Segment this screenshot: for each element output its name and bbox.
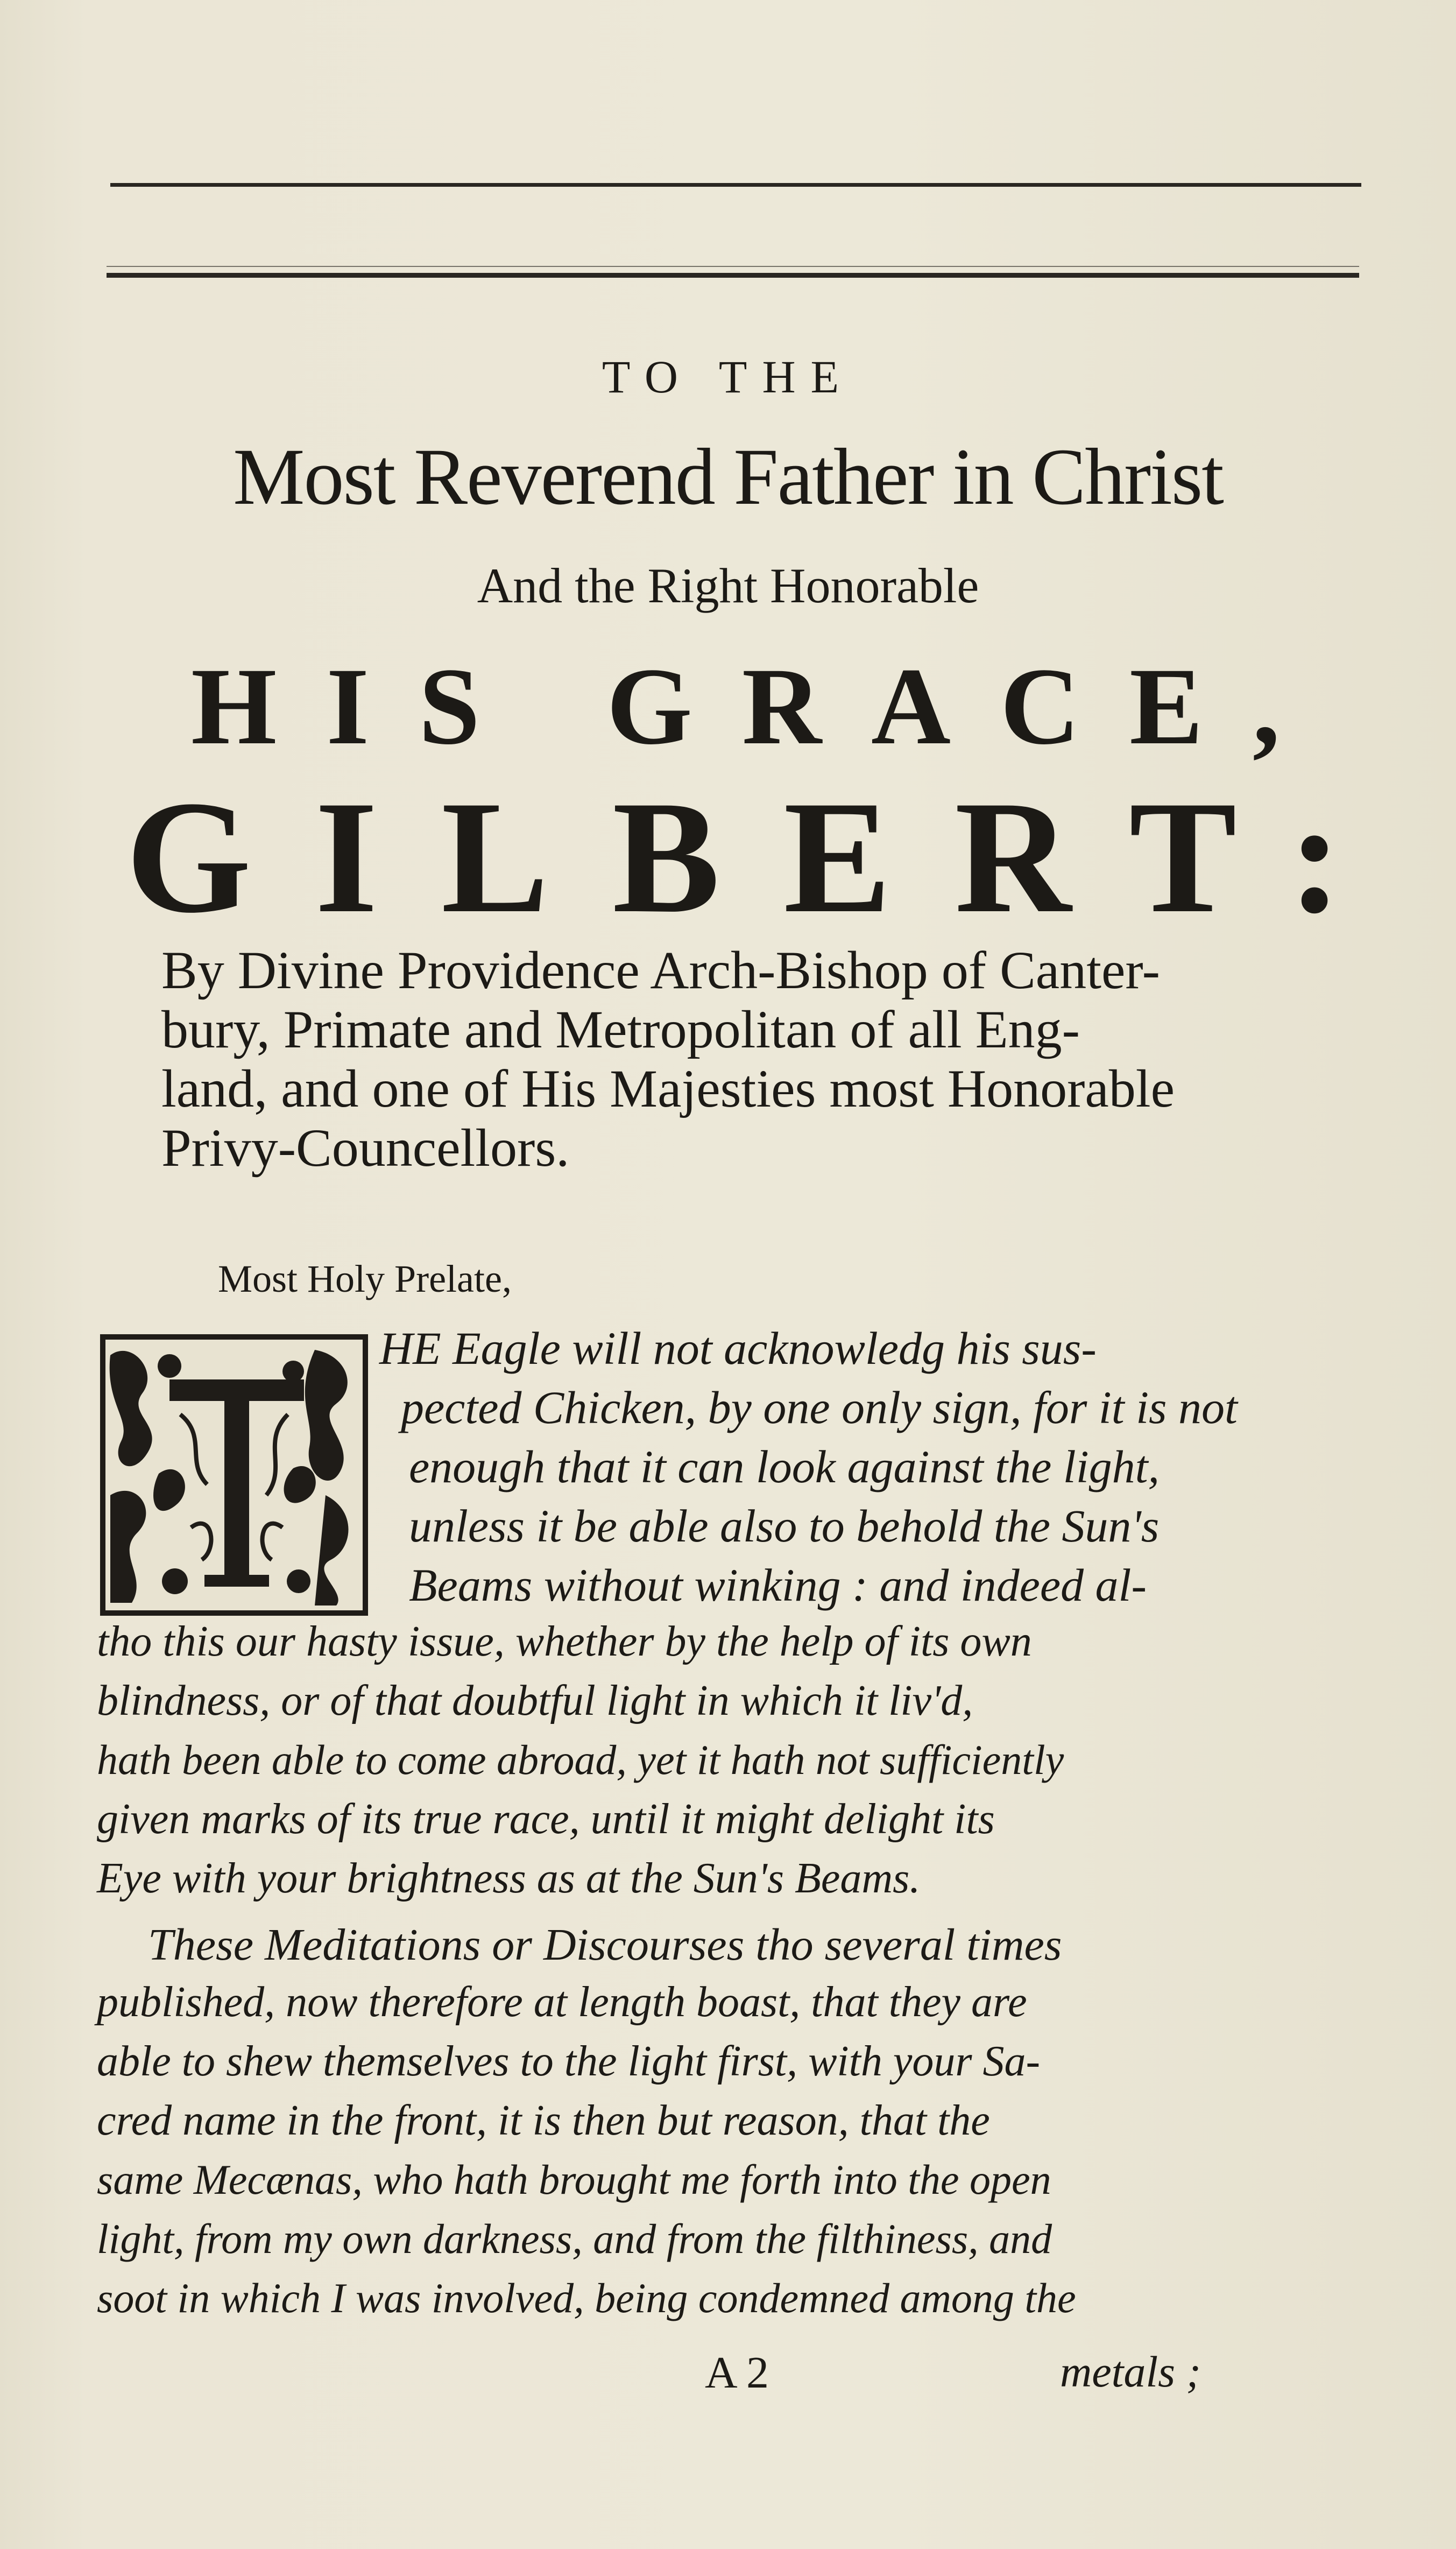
double-rule-thick xyxy=(107,273,1359,278)
heading-most-reverend: Most Reverend Father in Christ xyxy=(233,432,1223,522)
decorated-initial xyxy=(100,1334,369,1616)
body-line: Beams without winking : and indeed al- xyxy=(409,1559,1147,1611)
body-line: same Mecænas, who hath brought me forth into the open xyxy=(97,2156,1051,2203)
title-line: bury, Primate and Metropolitan of all Eng- xyxy=(161,999,1080,1059)
catchword: metals ; xyxy=(1060,2347,1201,2396)
body-line: cred name in the front, it is then but reason, that the xyxy=(97,2097,990,2144)
body-line: light, from my own darkness, and from the filthiness, and xyxy=(97,2215,1052,2262)
title-line: By Divine Providence Arch-Bishop of Canter- xyxy=(161,940,1160,1000)
body-line: unless it be able also to behold the Sun's xyxy=(409,1500,1160,1552)
body-line: tho this our hasty issue, whether by the help of its own xyxy=(97,1618,1032,1665)
body-line: These Meditations or Discourses tho several times xyxy=(148,1920,1062,1970)
signature-mark: A 2 xyxy=(705,2348,769,2398)
body-line: hath been able to come abroad, yet it hath not sufficiently xyxy=(97,1736,1064,1783)
heading-his-grace: HIS GRACE, xyxy=(190,645,1330,767)
body-line: given marks of its true race, until it might delight its xyxy=(97,1795,995,1843)
title-line: land, and one of His Majesties most Honorable xyxy=(161,1059,1175,1118)
title-line: Privy-Councellors. xyxy=(161,1118,570,1178)
body-line: pected Chicken, by one only sign, for it is not xyxy=(401,1382,1238,1433)
body-line: published, now therefore at length boast, that they are xyxy=(97,1978,1027,2026)
top-rule xyxy=(110,183,1361,187)
body-line: soot in which I was involved, being condemned among the xyxy=(97,2275,1076,2321)
heading-right-honorable: And the Right Honorable xyxy=(477,558,979,613)
dropcap-letter xyxy=(100,1334,369,1616)
heading-to-the: TO THE xyxy=(602,351,854,403)
body-line: able to shew themselves to the light first, with your Sa- xyxy=(97,2038,1041,2085)
body-line: blindness, or of that doubtful light in which it liv'd, xyxy=(97,1677,973,1724)
body-line: HE Eagle will not acknowledg his sus- xyxy=(379,1322,1097,1374)
double-rule-thin xyxy=(107,266,1359,267)
salutation: Most Holy Prelate, xyxy=(218,1257,512,1300)
body-line: enough that it can look against the light, xyxy=(409,1441,1160,1492)
body-line: Eye with your brightness as at the Sun's Beams. xyxy=(97,1855,921,1902)
heading-name: GILBERT: xyxy=(125,767,1406,946)
